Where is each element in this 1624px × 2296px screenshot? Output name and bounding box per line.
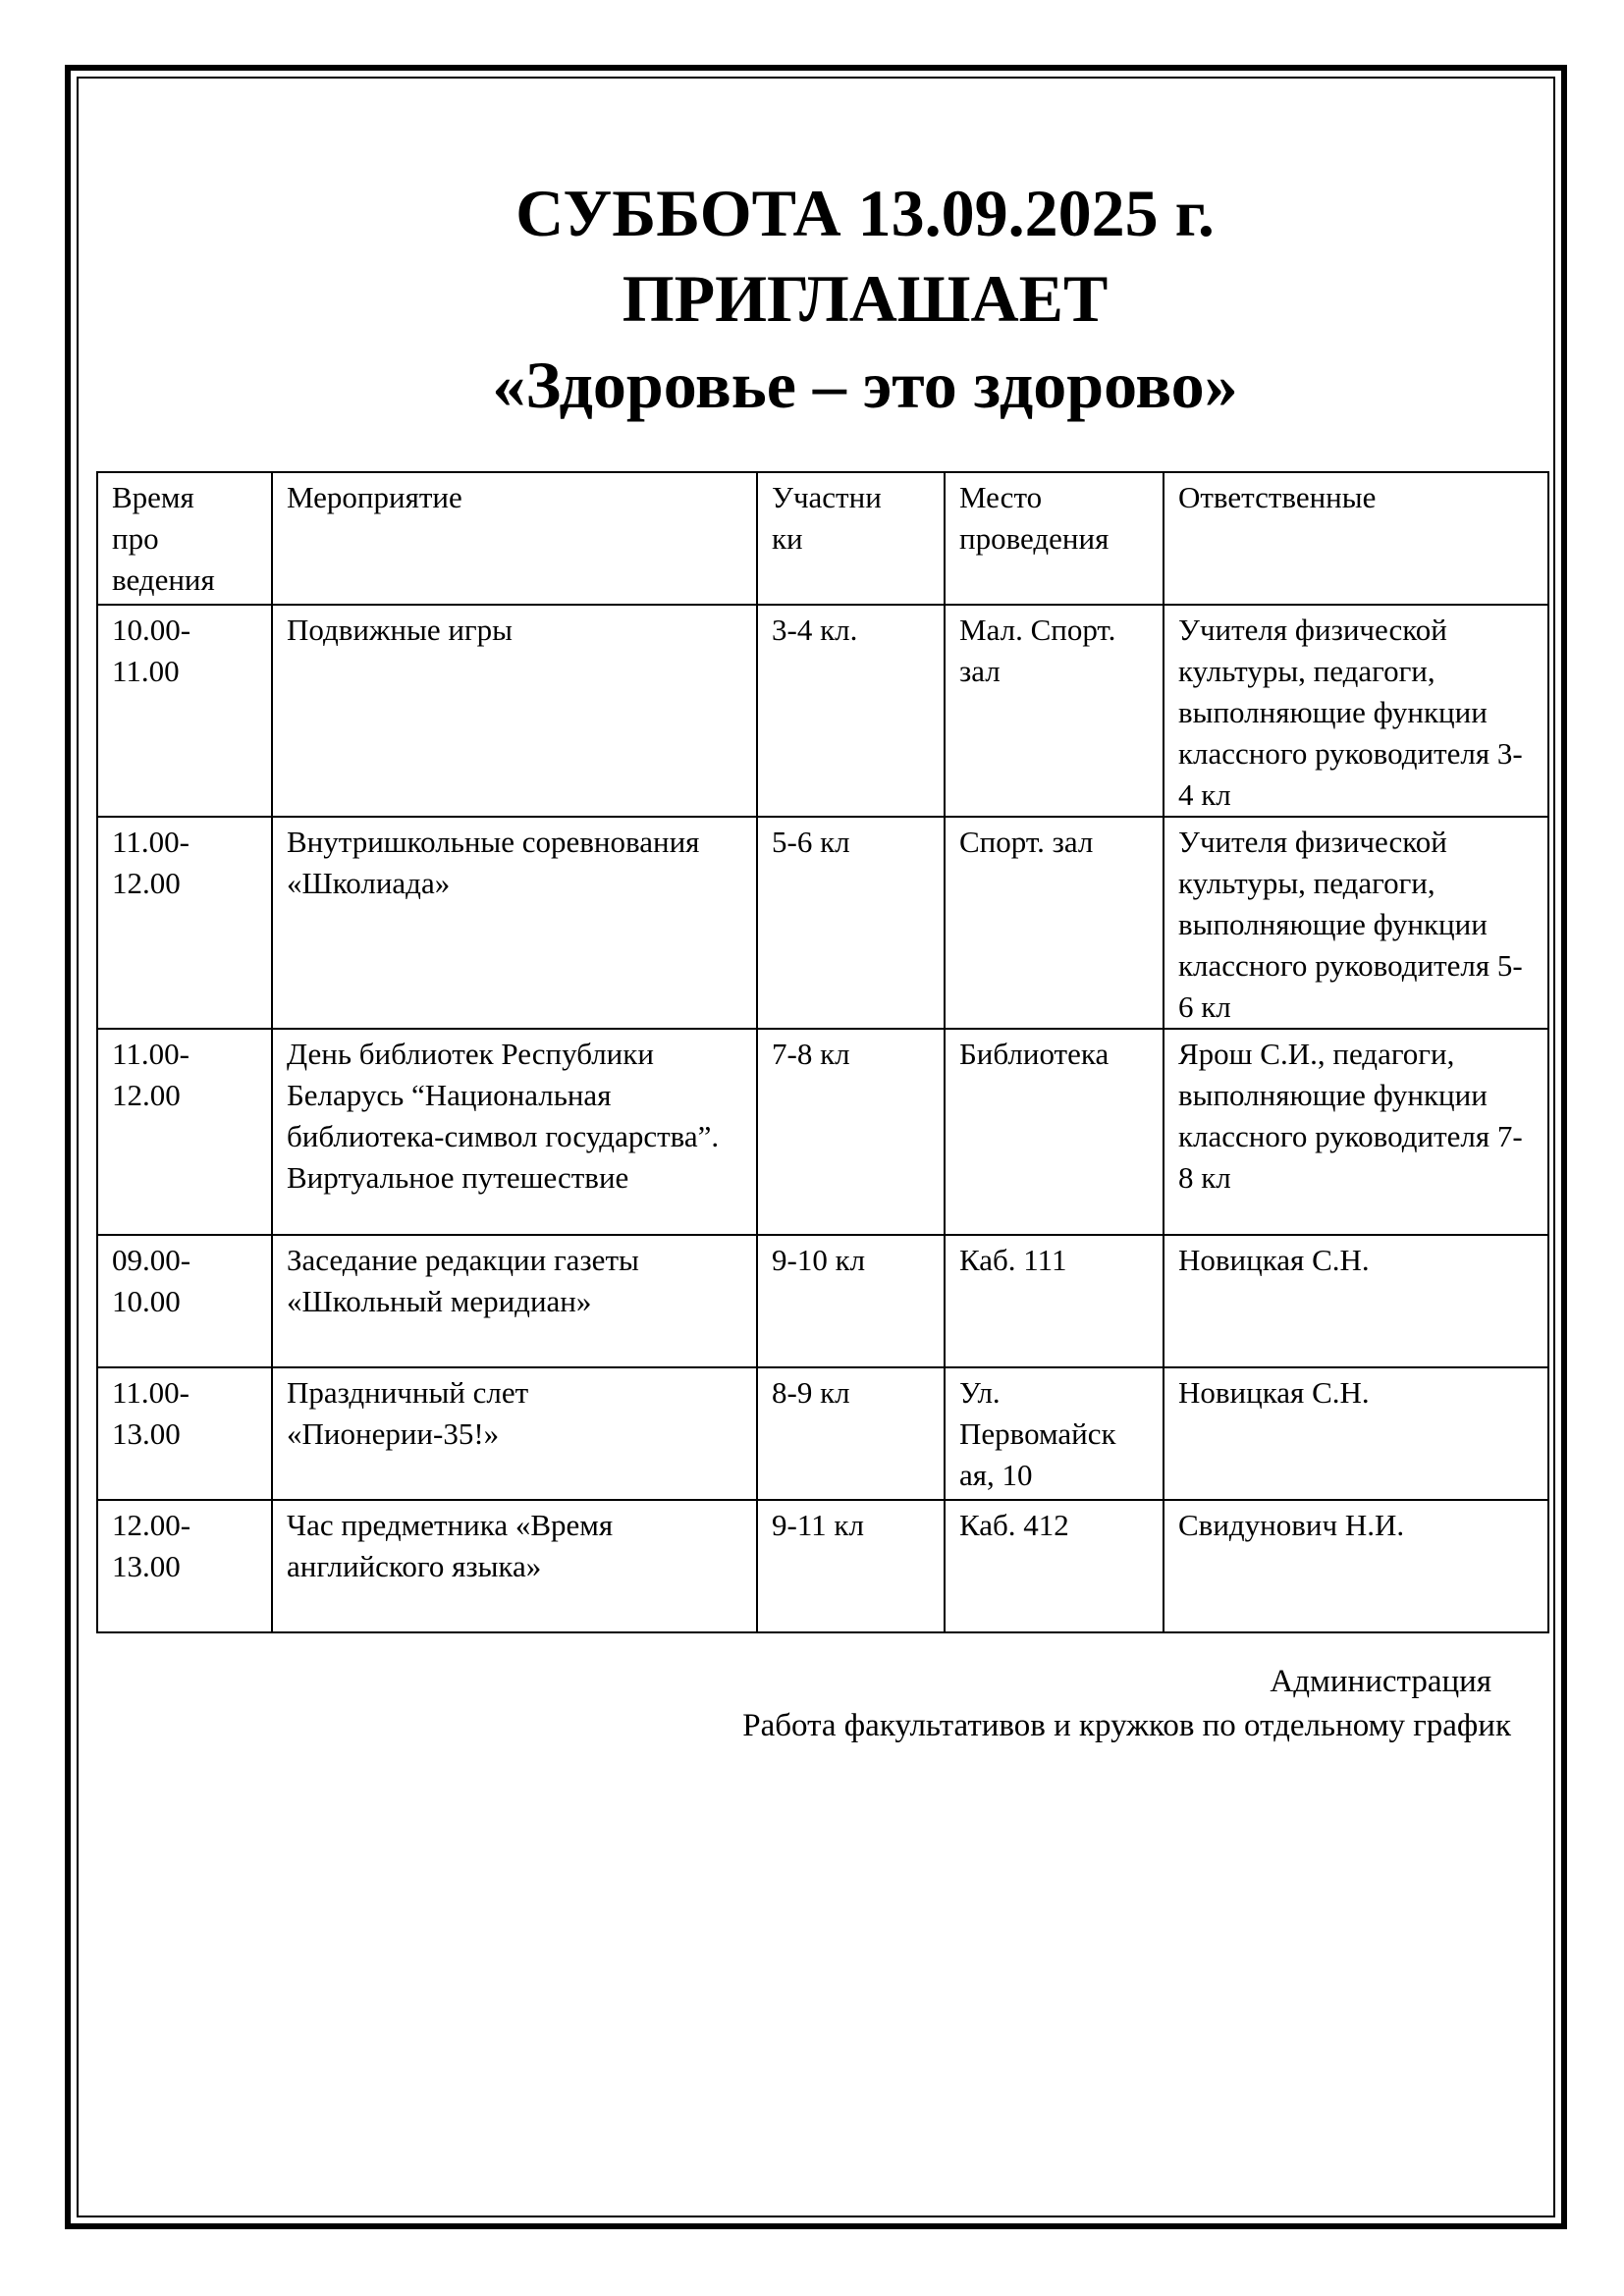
footer-note: Работа факультативов и кружков по отдельному график [742, 1708, 1511, 1743]
cell-responsible: Свидунович Н.И. [1164, 1500, 1548, 1632]
cell-participants: 3-4 кл. [757, 605, 945, 817]
cell-participants: 7-8 кл [757, 1029, 945, 1235]
header-place: Место проведения [945, 472, 1164, 605]
cell-place: Спорт. зал [945, 817, 1164, 1029]
cell-responsible: Учителя физической культуры, педагоги, выполняющие функции классного руководителя 3-4 кл [1164, 605, 1548, 817]
table-row [97, 1029, 1548, 1235]
cell-participants: 9-11 кл [757, 1500, 945, 1632]
cell-place: Ул. Первомайск ая, 10 [945, 1367, 1164, 1500]
cell-place: Мал. Спорт. зал [945, 605, 1164, 817]
poster-title-date: СУББОТА 13.09.2025 г. [515, 176, 1215, 250]
schedule-table [96, 471, 1549, 1633]
cell-place: Библиотека [945, 1029, 1164, 1235]
footer-administration: Администрация [1270, 1664, 1491, 1699]
cell-time: 10.00- 11.00 [97, 605, 272, 817]
poster-title-invites: ПРИГЛАШАЕТ [622, 261, 1109, 336]
header-responsible: Ответственные [1164, 472, 1548, 605]
table-row [97, 1367, 1548, 1500]
header-participants: Участни ки [757, 472, 945, 605]
cell-place: Каб. 412 [945, 1500, 1164, 1632]
cell-time: 11.00- 12.00 [97, 817, 272, 1029]
table-header-row [97, 472, 1548, 605]
cell-time: 09.00- 10.00 [97, 1235, 272, 1367]
header-time: Время про ведения [97, 472, 272, 605]
cell-responsible: Ярош С.И., педагоги, выполняющие функции классного руководителя 7-8 кл [1164, 1029, 1548, 1235]
cell-time: 11.00- 13.00 [97, 1367, 272, 1500]
cell-place: Каб. 111 [945, 1235, 1164, 1367]
cell-event: Подвижные игры [272, 605, 757, 817]
cell-responsible: Учителя физической культуры, педагоги, выполняющие функции классного руководителя 5-6 кл [1164, 817, 1548, 1029]
cell-event: Заседание редакции газеты «Школьный меридиан» [272, 1235, 757, 1367]
table-row [97, 1235, 1548, 1367]
cell-time: 11.00- 12.00 [97, 1029, 272, 1235]
table-row [97, 817, 1548, 1029]
cell-participants: 8-9 кл [757, 1367, 945, 1500]
cell-participants: 5-6 кл [757, 817, 945, 1029]
header-event: Мероприятие [272, 472, 757, 605]
cell-event: Праздничный слет «Пионерии-35!» [272, 1367, 757, 1500]
cell-time: 12.00- 13.00 [97, 1500, 272, 1632]
cell-event: День библиотек Республики Беларусь “Национальная библиотека-символ государства”. Виртуальное путешествие [272, 1029, 757, 1235]
table-row [97, 605, 1548, 817]
poster-title-slogan: «Здоровье – это здорово» [492, 347, 1238, 422]
cell-participants: 9-10 кл [757, 1235, 945, 1367]
table-row [97, 1500, 1548, 1632]
cell-responsible: Новицкая С.Н. [1164, 1367, 1548, 1500]
cell-event: Внутришкольные соревнования «Школиада» [272, 817, 757, 1029]
cell-responsible: Новицкая С.Н. [1164, 1235, 1548, 1367]
cell-event: Час предметника «Время английского языка» [272, 1500, 757, 1632]
